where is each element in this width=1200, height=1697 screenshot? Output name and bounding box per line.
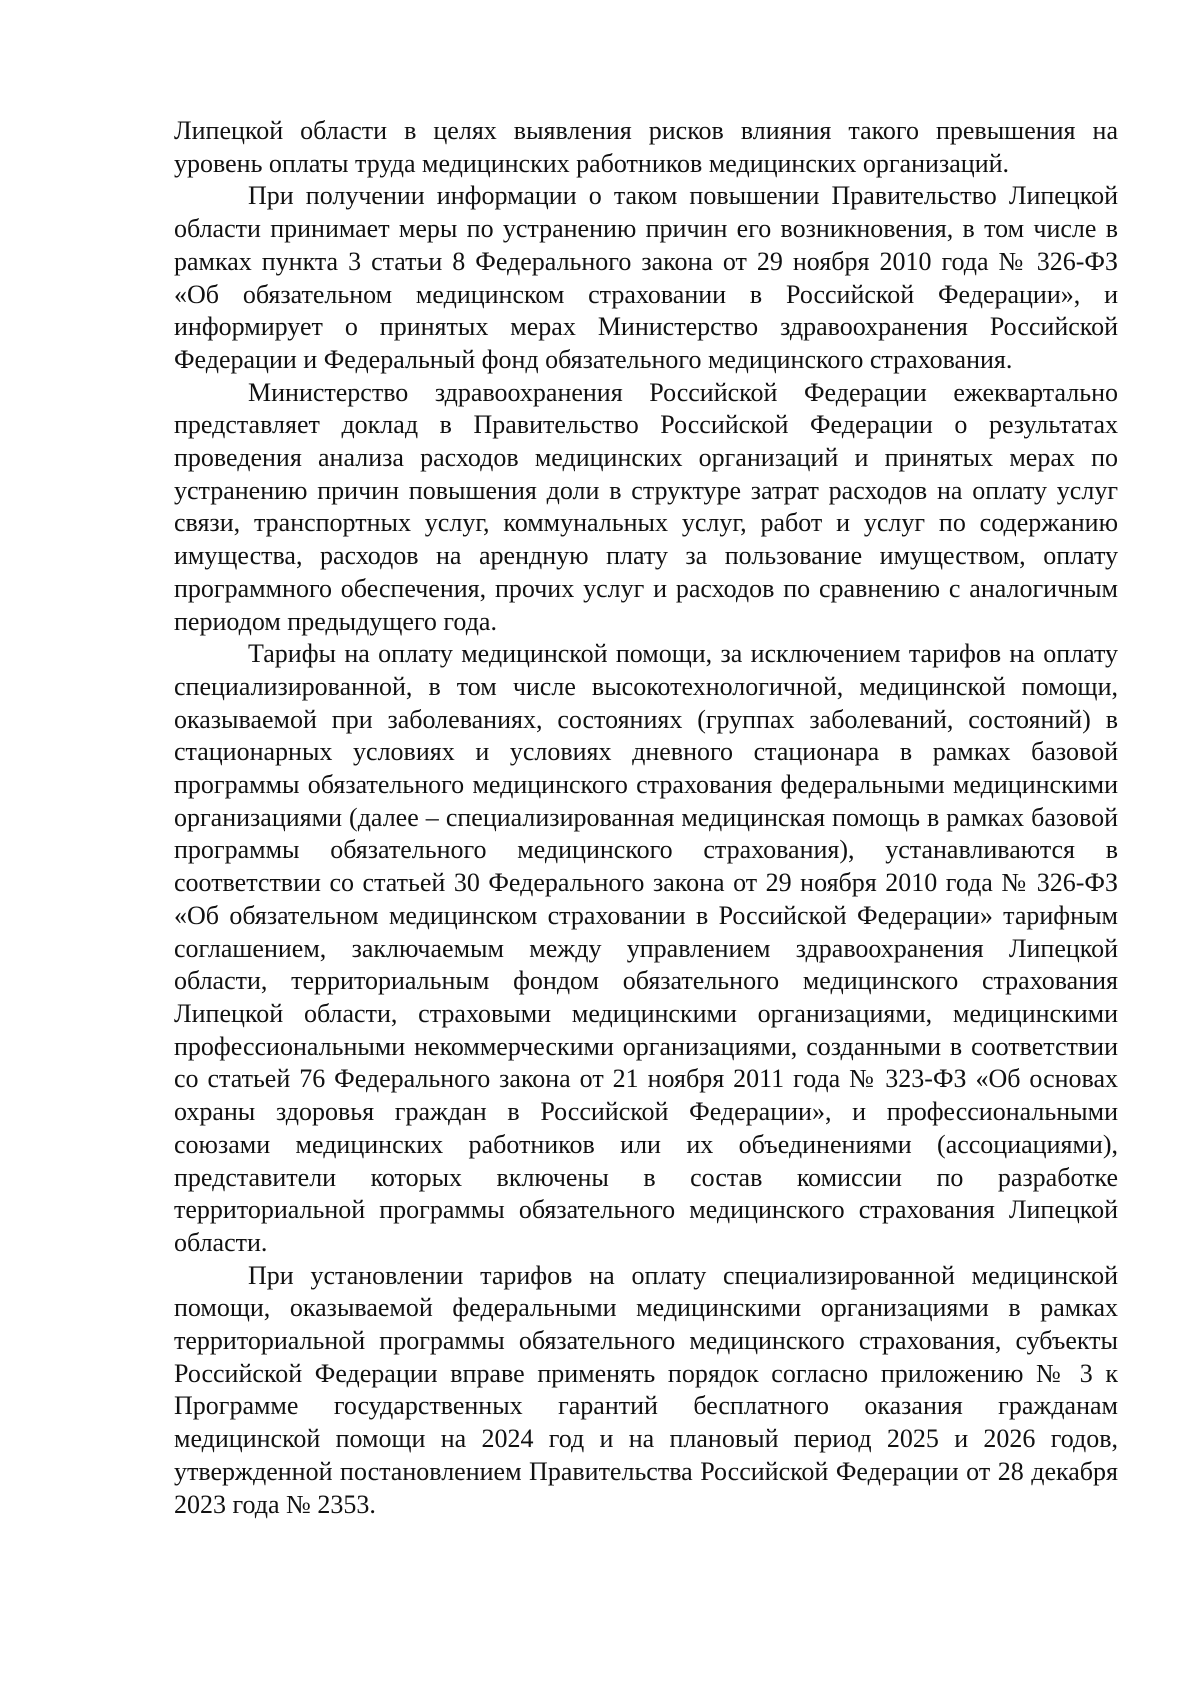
paragraph-government-measures: При получении информации о таком повышении Правительство Липецкой области принимает меры по устранению причин его возникновения, в том числе в рамках пункта 3 статьи 8 Федерального закона от 29 ноября 2010 года № 326-ФЗ «Об обязательном медицинском страховании в Российской Федерации», и информирует о принятых мерах Министерство здравоохранения Российской Федерации и Федеральный фонд обязательного медицинского страхования.	[174, 181, 1118, 374]
document-body	[174, 115, 1118, 1521]
paragraph-specialized-care-tariffs: При установлении тарифов на оплату специализированной медицинской помощи, оказываемой федеральными медицинскими организациями в рамках территориальной программы обязательного медицинского страхования, субъекты Российской Федерации вправе применять порядок согласно приложению № 3 к Программе государственных гарантий бесплатного оказания гражданам медицинской помощи на 2024 год и на плановый период 2025 и 2026 годов, утвержденной постановлением Правительства Российской Федерации от 28 декабря 2023 года № 2353.	[174, 1260, 1118, 1519]
paragraph-continuation: Липецкой области в целях выявления рисков влияния такого превышения на уровень оплаты труда медицинских работников медицинских организаций.	[174, 116, 1118, 178]
paragraph-ministry-report: Министерство здравоохранения Российской Федерации ежеквартально представляет доклад в Правительство Российской Федерации о результатах проведения анализа расходов медицинских организаций и принятых мерах по устранению причин повышения доли в структуре затрат расходов на оплату услуг связи, транспортных услуг, коммунальных услуг, работ и услуг по содержанию имущества, расходов на арендную плату за пользование имуществом, оплату программного обеспечения, прочих услуг и расходов по сравнению с аналогичным периодом предыдущего года.	[174, 377, 1118, 636]
paragraph-tariffs: Тарифы на оплату медицинской помощи, за исключением тарифов на оплату специализированной, в том числе высокотехнологичной, медицинской помощи, оказываемой при заболеваниях, состояниях (группах заболеваний, состояний) в стационарных условиях и условиях дневного стационара в рамках базовой программы обязательного медицинского страхования федеральными медицинскими организациями (далее – специализированная медицинская помощь в рамках базовой программы обязательного медицинского страхования), устанавливаются в соответствии со статьей 30 Федерального закона от 29 ноября 2010 года № 326-ФЗ «Об обязательном медицинском страховании в Российской Федерации» тарифным соглашением, заключаемым между управлением здравоохранения Липецкой области, территориальным фондом обязательного медицинского страхования Липецкой области, страховыми медицинскими организациями, медицинскими профессиональными некоммерческими организациями, созданными в соответствии со статьей 76 Федерального закона от 21 ноября 2011 года № 323-ФЗ «Об основах охраны здоровья граждан в Российской Федерации», и профессиональными союзами медицинских работников или их объединениями (ассоциациями), представители которых включены в состав комиссии по разработке территориальной программы обязательного медицинского страхования Липецкой области.	[174, 639, 1118, 1257]
